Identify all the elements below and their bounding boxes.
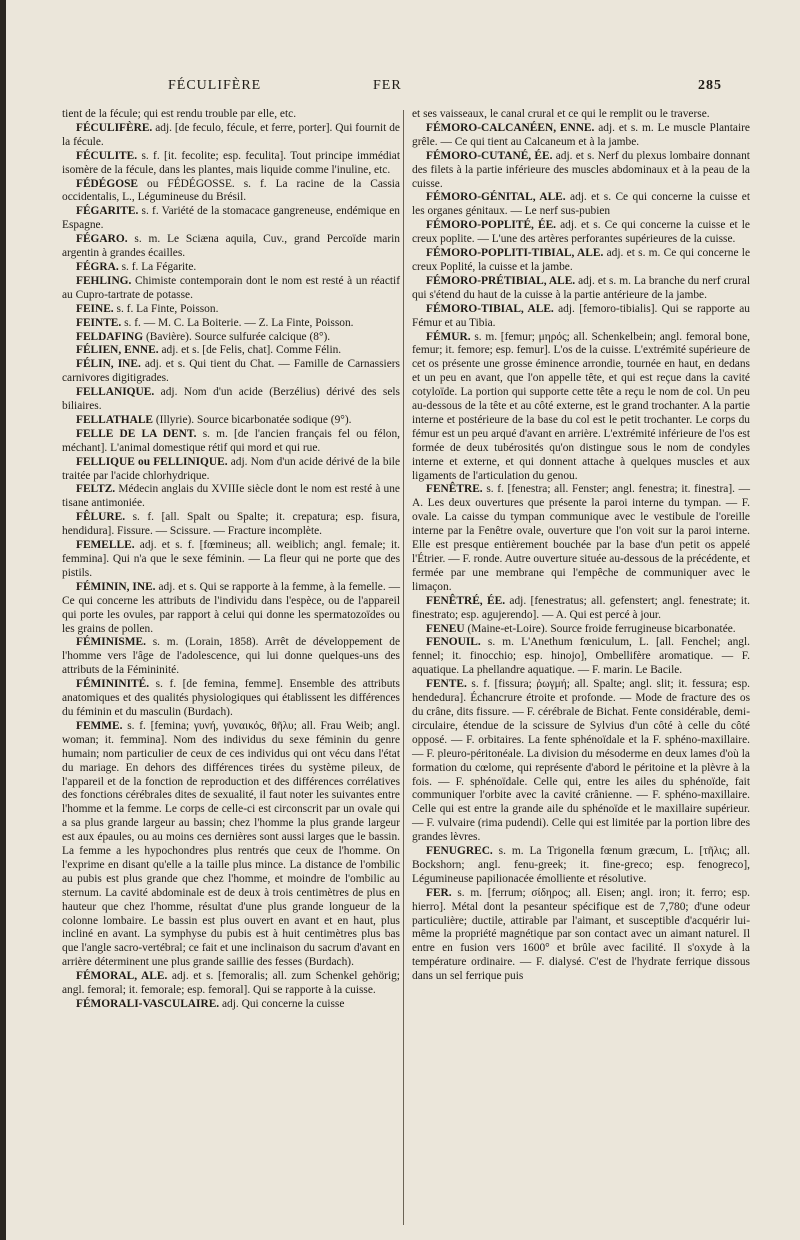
entry-headword: FÉMININ, INE. [76, 580, 156, 593]
dictionary-entry [412, 122, 750, 150]
dictionary-entry [412, 191, 750, 219]
entry-headword: FÉMORO-TIBIAL, ALE. [426, 302, 554, 315]
entry-headword: FER. [426, 886, 452, 899]
dictionary-entry [62, 122, 400, 150]
entry-definition: (Illyrie). Source bicarbonatée sodique (9°). [155, 413, 352, 426]
dictionary-entry [62, 317, 400, 331]
entry-headword: FÉMORO-GÉNITAL, ALE. [426, 191, 566, 204]
dictionary-entry [62, 344, 400, 358]
dictionary-entry [412, 303, 750, 331]
left-column [62, 108, 400, 1012]
entry-definition: s. m. [femur; μηρός; all. Schenkelbein; angl. femoral bone, femur; it. femore; esp. femur]. L'os de la cuisse. L'extrémité supérieure de cet os présente une grosse éminence arrondie, tournée en haut, en dedans et un peu en avant, que l'on appelle tête, et qui est reçue dans la cavité cotyloïde. La portion qui supporte cette tête a reçu le nom de col. Un peu au-dessous de la tête et au côté externe, est le grand trochanter. A la partie interne et postérieure de la base du col est le petit trochanter. Le corps du fémur est un peu arqué d'avant en arrière. L'extrémité inférieure de l'os est formée de deux tubérosités qu'on distingue sous le nom de condyles interne et externe, et qui donnent attache à quelques muscles et aux ligaments de l'articulation du genou. [412, 330, 750, 482]
dictionary-entry [412, 483, 750, 594]
entry-definition: s. f. — M. C. La Boiterie. — Z. La Finte, Poisson. [124, 316, 354, 329]
dictionary-entry [62, 386, 400, 414]
entry-definition: tient de la fécule; qui est rendu trouble par elle, etc. [62, 108, 297, 120]
dictionary-entry [62, 428, 400, 456]
entry-definition: adj. [femoro-tibialis]. Qui se rapporte au Fémur et au Tibia. [412, 302, 750, 329]
entry-headword: FÉCULITE. [76, 149, 138, 162]
entry-headword: FENUGREC. [426, 845, 493, 858]
entry-headword: FÊLURE. [76, 511, 126, 524]
entry-definition: (Bavière). Source sulfurée calcique (8°). [145, 330, 331, 343]
running-head-left: FÉCULIFÈRE [168, 78, 262, 93]
entry-headword: FEMELLE. [76, 539, 135, 552]
entry-headword: FEINE. [76, 302, 114, 315]
entry-headword: FÉLIN, INE. [76, 358, 141, 371]
entry-headword: FEMME. [76, 719, 123, 732]
entry-definition: s. m. L'Anethum fœniculum, L. [all. Fenchel; angl. fennel; it. finocchio; esp. hinojo], Ombellifère aromatique. — F. aquatique. La phellandre aquatique. — F. marin. Le Bacile. [412, 636, 750, 677]
entry-definition: et ses vaisseaux, le canal crural et ce qui le remplit ou le traverse. [412, 108, 710, 120]
dictionary-entry [62, 970, 400, 998]
dictionary-entry [412, 247, 750, 275]
entry-definition: adj. [de feculo, fécule, et ferre, porter]. Qui fournit de la fécule. [62, 121, 400, 148]
entry-definition: adj. et s. f. [fœmineus; all. weiblich; angl. female; it. femmina]. Qui n'a que le sexe féminin. — La fleur qui ne porte que des pistils. [62, 539, 400, 579]
entry-definition: adj. et s. m. Ce qui concerne le creux Poplité, la cuisse et la jambe. [412, 247, 750, 273]
entry-definition: (Maine-et-Loire). Source froide ferrugineuse bicarbonatée. [467, 622, 736, 635]
entry-headword: FEHLING. [76, 274, 132, 287]
entry-definition: adj. et s. m. La branche du nerf crural qui s'étend du haut de la cuisse à la partie antérieure de la jambe. [412, 274, 750, 301]
entry-definition: s. m. Le Sciæna aquila, Cuv., grand Percoïde marin argentin à grandes écailles. [62, 233, 400, 260]
running-head-center: FER [373, 78, 402, 93]
entry-headword: FÉMORO-CUTANÉ, ÉE. [426, 149, 553, 162]
dictionary-entry [62, 998, 400, 1012]
entry-headword: FÉGARITE. [76, 205, 139, 218]
dictionary-entry [62, 456, 400, 484]
dictionary-entry [62, 358, 400, 386]
entry-definition: adj. et s. [de Felis, chat]. Comme Félin. [161, 344, 342, 357]
dictionary-entry [62, 108, 400, 122]
entry-headword: FÉCULIFÈRE. [76, 121, 153, 134]
entry-headword: FÉGRA. [76, 260, 119, 273]
page-number: 285 [698, 78, 722, 93]
dictionary-entry [62, 178, 400, 206]
entry-headword: FÉMORO-POPLITÉ, ÉE. [426, 219, 557, 232]
entry-definition: adj. et s. [femoralis; all. zum Schenkel gehörig; angl. femoral; it. femorale; esp. femoral]. Qui se rapporte à la cuisse. [62, 970, 400, 997]
entry-definition: Médecin anglais du XVIIIe siècle dont le nom est resté à une tisane antimoniée. [62, 483, 400, 510]
entry-definition: adj. et s. Nerf du plexus lombaire donnant des filets à la partie inférieure des muscles abdominaux et à la peau de la cuisse. [412, 149, 750, 190]
entry-definition: adj. [fenestratus; all. gefenstert; angl. fenestrate; it. finestrato; esp. agujerendo]. — A. Qui est percé à jour. [412, 594, 750, 621]
entry-definition: s. f. [fissura; ῥωγμή; all. Spalte; angl. slit; it. fessura; esp. hendedura]. Échancrure étroite et profonde. — Mode de fracture des os du crâne, dits fissure. — F. cérébrale de Bichat. Fente considérable, demi-circulaire, étendue de la scissure de Sylvius d'un côté à celle du côté opposé. — F. orbitaires. La fente sphénoïdale et la F. sphéno-maxillaire. — F. pleuro-péritonéale. La division du mésoderme en deux lames d'où la formation du cœlome, qui représente d'abord le péritoine et la plèvre à la fois. — F. sphénoïdale. Celle qui, entre les ailes du sphénoïde, fait communiquer l'orbite avec la cavité crânienne. — F. sphéno-maxillaire. Celle qui est entre la grande aile du sphénoïde et le maxillaire supérieur. — F. vulvaire (rima pudendi). Celle qui est limitée par la portion libre des grandes lèvres. [412, 678, 750, 844]
entry-headword: FÉMORAL, ALE. [76, 970, 168, 983]
entry-headword: FÉLIEN, ENNE. [76, 344, 159, 357]
dictionary-entry [62, 483, 400, 511]
dictionary-entry [62, 303, 400, 317]
dictionary-entry [412, 331, 750, 484]
entry-headword: FENTE. [426, 678, 467, 691]
dictionary-entry [62, 636, 400, 678]
entry-definition: adj. Nom d'un acide (Berzélius) dérivé des sels biliaires. [62, 386, 400, 413]
entry-headword: FÉMORO-CALCANÉEN, ENNE. [426, 121, 595, 134]
entry-definition: s. f. [femina; γυνή, γυναικός, θῆλυ; all. Frau Weib; angl. woman; it. femmina]. Nom des individus du sexe féminin du genre humain; nom particulier de ceux de ces individus qui ont vécu dans l'état du mariage. En dehors des différences tirées du système pileux, de l'appareil et de la fonction de reproduction et des différences corrélatives des fonctions cérébrales dites de sexualité, il faut noter les suivantes entre l'homme et la femme. Le corps de celle-ci est circonscrit par un ovale qui a sa plus grande largeur au bassin; chez l'homme la plus grande largeur est aux épaules, ou au moins ces dernières sont aussi larges que le bassin. La femme a les hypochondres plus rentrés que ceux de l'homme. On l'exprime en disant qu'elle a la taille plus mince. La distance de l'ombilic au pubis est plus grande que chez l'homme, et moindre de l'ombilic au sternum. La cavité abdominale est de deux à trois centimètres de plus en hauteur que chez l'homme, résultat d'une plus grande longueur de la colonne lombaire. Le bassin est plus ouvert en avant et en haut, plus incliné en avant. La symphyse du pubis est à huit centimètres plus bas que l'angle sacro-vertébral; ce fait et une inclinaison du sacrum d'avant en arrière déterminent une plus grande saillie des fesses (Burdach). [62, 719, 400, 969]
entry-definition: adj. et s. Ce qui concerne la cuisse et le creux poplite. — L'une des artères perforantes supérieures de la cuisse. [412, 219, 750, 246]
entry-headword: FENEU [426, 622, 465, 635]
dictionary-entry [412, 623, 750, 637]
column-divider [403, 110, 404, 1225]
entry-definition: s. f. [fenestra; all. Fenster; angl. fenestra; it. finestra]. — A. Les deux ouvertures que présente la paroi interne du tympan. — F. ovale. La caisse du tympan communique avec le vestibule de l'oreille interne par la Fenêtre ovale, ouverture que l'on voit sur la paroi interne. Elle est presque entièrement bouchée par la base d'un petit os appelé l'Étrier. — F. ronde. Autre ouverture située au-dessous de la précédente, et fermée par une membrane qui l'empêche de communiquer avec le limaçon. [412, 483, 750, 593]
dictionary-entry [62, 581, 400, 637]
dictionary-entry [62, 678, 400, 720]
entry-definition: s. f. La Finte, Poisson. [116, 302, 219, 315]
entry-headword: FÉMUR. [426, 330, 471, 343]
entry-headword: FELDAFING [76, 330, 144, 343]
dictionary-entry [62, 720, 400, 970]
entry-definition: adj. et s. Qui se rapporte à la femme, à la femelle. — Ce qui concerne les attributs de l'individu dans l'espèce, ou de l'appareil qui porte les ovules, par rapport à celui qui donne les spermatozoïdes ou les grains de pollen. [62, 580, 400, 635]
entry-definition: adj. et s. m. Le muscle Plantaire grêle. — Ce qui tient au Calcaneum et à la jambe. [412, 121, 750, 148]
entry-definition: s. m. [de l'ancien français fel ou félon, méchant]. L'animal domestique rétif qui mord et qui rue. [62, 427, 401, 454]
entry-definition: ou FÉDÉGOSSE. s. f. La racine de la Cassia occidentalis, L., Légumineuse du Brésil. [62, 177, 400, 204]
entry-definition: adj. et s. Qui tient du Chat. — Famille de Carnassiers carnivores digitigrades. [62, 358, 400, 385]
entry-headword: FÉDÉGOSE [76, 177, 139, 190]
dictionary-entry [62, 275, 400, 303]
entry-headword: FELLIQUE ou FELLINIQUE. [76, 455, 228, 468]
dictionary-entry [62, 233, 400, 261]
page-binding-edge [0, 0, 6, 1240]
entry-definition: s. f. Variété de la stomacace gangreneuse, endémique en Espagne. [62, 205, 400, 232]
entry-headword: FEINTE. [76, 316, 122, 329]
entry-headword: FENOUIL. [426, 636, 481, 649]
entry-definition: s. m. [ferrum; σίδηρος; all. Eisen; angl. iron; it. ferro; esp. hierro]. Métal dont la pesanteur spécifique est de 7,780; d'une odeur particulière; ductile, attirable par l'aimant, et susceptible d'acquérir lui-même la propriété magnétique par son contact avec un aimant naturel. Il entre en fusion vers 1600° et brûle avec facilité. Il s'oxyde à la température ordinaire. — F. dialysé. C'est de l'hydrate ferrique dissous dans un sel ferrique puis [412, 886, 750, 983]
dictionary-entry [62, 205, 400, 233]
dictionary-entry [62, 150, 400, 178]
dictionary-entry [62, 331, 400, 345]
entry-headword: FÉMORALI-VASCULAIRE. [76, 998, 220, 1010]
dictionary-entry [412, 678, 750, 845]
dictionary-entry [62, 414, 400, 428]
entry-definition: s. f. [it. fecolite; esp. feculita]. Tout principe immédiat isomère de la fécule, dans les plantes, mais liquide comme l'inuline, etc. [62, 149, 400, 176]
entry-headword: FENÊTRÉ, ÉE. [426, 594, 506, 607]
entry-definition: s. m. La Trigonella fœnum græcum, L. [τῆλις; all. Bockshorn; angl. fenu-greek; it. fine-greco; esp. fenogreco], Légumineuse papilionacée émolliente et résolutive. [412, 845, 750, 885]
entry-headword: FENÊTRE. [426, 483, 483, 496]
entry-definition: s. m. (Lorain, 1858). Arrêt de développement de l'homme vers l'âge de l'adolescence, qui lui donne quelques-uns des attributs de la Fémininité. [62, 636, 400, 677]
entry-headword: FÉMORO-PRÉTIBIAL, ALE. [426, 274, 576, 287]
dictionary-entry [62, 539, 400, 581]
right-column [412, 108, 750, 984]
dictionary-entry [412, 595, 750, 623]
entry-headword: FELLANIQUE. [76, 386, 155, 399]
dictionary-entry [412, 108, 750, 122]
entry-definition: Chimiste contemporain dont le nom est resté à un réactif au Cupro-tartrate de potasse. [62, 274, 401, 301]
entry-definition: s. f. La Fégarite. [121, 260, 197, 273]
entry-definition: adj. Nom d'un acide dérivé de la bile traitée par l'acide chlorhydrique. [62, 455, 401, 482]
dictionary-entry [412, 887, 750, 984]
entry-headword: FELTZ. [76, 483, 116, 496]
dictionary-entry [412, 150, 750, 192]
entry-headword: FELLE DE LA DENT. [76, 427, 197, 440]
entry-definition: adj. Qui concerne la cuisse [222, 998, 345, 1010]
dictionary-entry [62, 261, 400, 275]
dictionary-entry [412, 845, 750, 887]
dictionary-entry [62, 511, 400, 539]
entry-headword: FÉGARO. [76, 233, 128, 246]
entry-definition: adj. et s. Ce qui concerne la cuisse et les organes génitaux. — Le nerf sus-pubien [412, 191, 750, 218]
entry-headword: FELLATHALE [76, 413, 154, 426]
dictionary-entry [412, 275, 750, 303]
dictionary-entry [412, 219, 750, 247]
dictionary-entry [412, 636, 750, 678]
entry-headword: FÉMORO-POPLITI-TIBIAL, ALE. [426, 247, 604, 260]
entry-definition: s. f. [all. Spalt ou Spalte; it. crepatura; esp. fisura, hendidura]. Fissure. — Scissure. — Fracture incomplète. [62, 511, 400, 538]
entry-definition: s. f. [de femina, femme]. Ensemble des attributs anatomiques et des qualités physiologiques qui établissent les différences du féminin et du masculin (Burdach). [62, 678, 400, 718]
entry-headword: FÉMININITÉ. [76, 678, 150, 691]
entry-headword: FÉMINISME. [76, 636, 146, 649]
